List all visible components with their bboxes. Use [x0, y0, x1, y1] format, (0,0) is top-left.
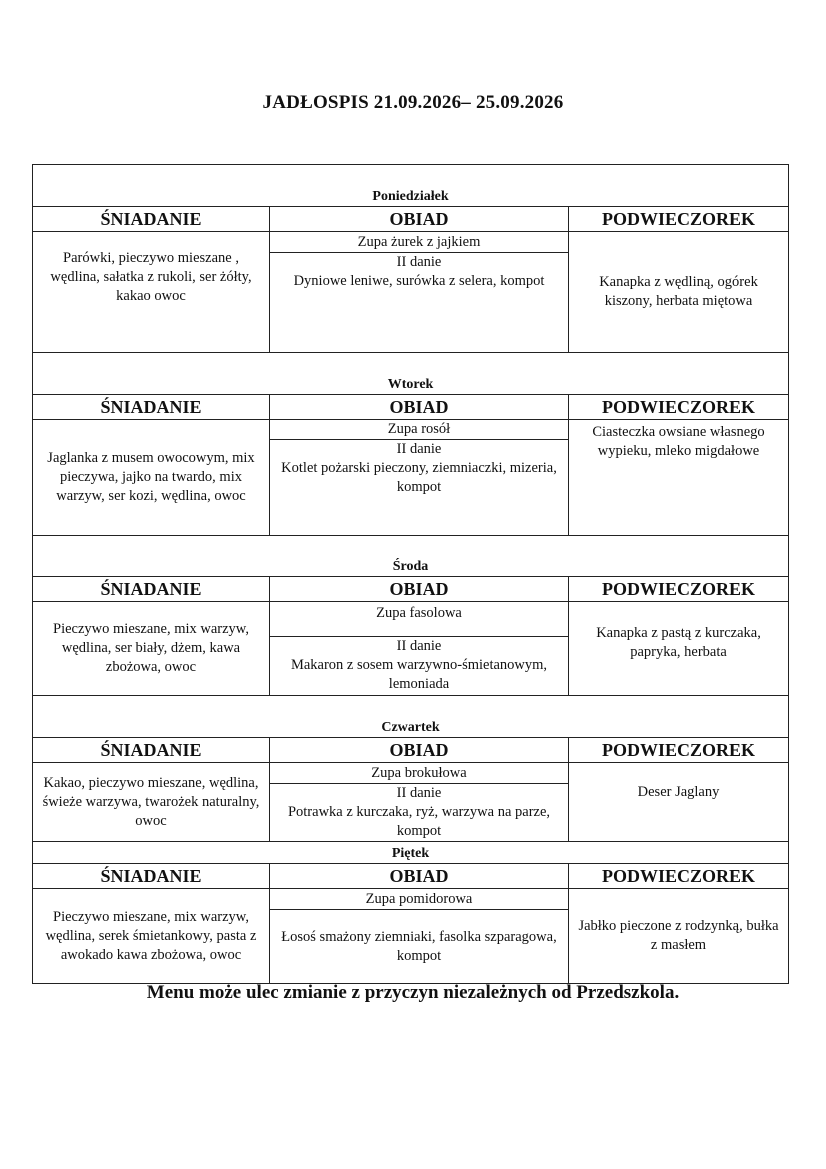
snack-header: PODWIECZOREK: [569, 864, 789, 889]
day-name: Czwartek: [33, 696, 789, 738]
lunch-header: OBIAD: [270, 577, 569, 602]
snack-cell: [569, 602, 789, 696]
main-course-text: Kotlet pożarski pieczony, ziemniaczki, mizeria, kompot: [281, 460, 557, 495]
soup-cell: Zupa fasolowa: [270, 602, 569, 637]
breakfast-header: ŚNIADANIE: [33, 738, 270, 763]
soup-cell: Zupa żurek z jajkiem: [270, 232, 569, 253]
main-course-text: Makaron z sosem warzywno-śmietanowym, lemoniada: [290, 657, 548, 692]
snack-text: Kanapka z wędliną, ogórek kiszony, herbata miętowa: [599, 274, 758, 309]
page-title: JADŁOSPIS 21.09.2026– 25.09.2026: [262, 92, 564, 113]
snack-text: Deser Jaglany: [637, 784, 720, 800]
breakfast-cell: [33, 232, 270, 353]
snack-header: PODWIECZOREK: [569, 738, 789, 763]
main-course-cell: [270, 637, 569, 696]
breakfast-text: Kakao, pieczywo mieszane, wędlina, świeże warzywa, twarożek naturalny, owoc: [42, 774, 260, 829]
day-name: Piętek: [33, 842, 789, 864]
menu-table: [32, 164, 789, 984]
snack-text: Kanapka z pastą z kurczaka, papryka, herbata: [596, 625, 761, 660]
second-course-label: II danie: [396, 441, 442, 457]
breakfast-header: ŚNIADANIE: [33, 395, 270, 420]
day-name: Poniedziałek: [33, 165, 789, 207]
day-name: Wtorek: [33, 353, 789, 395]
snack-header: PODWIECZOREK: [569, 577, 789, 602]
lunch-header: OBIAD: [270, 864, 569, 889]
footer-note: Menu może ulec zmianie z przyczyn niezależnych od Przedszkola.: [146, 982, 680, 1003]
main-course-cell: [270, 784, 569, 842]
lunch-header: OBIAD: [270, 738, 569, 763]
main-course-cell: [270, 440, 569, 536]
breakfast-text: Jaglanka z musem owocowym, mix pieczywa, jajko na twardo, mix warzyw, ser kozi, wędlina, owoc: [47, 450, 255, 504]
day-name: Środa: [33, 536, 789, 577]
second-course-label: II danie: [396, 254, 442, 270]
second-course-label: II danie: [396, 638, 442, 654]
soup-cell: Zupa brokułowa: [270, 763, 569, 784]
breakfast-header: ŚNIADANIE: [33, 864, 270, 889]
breakfast-cell: [33, 420, 270, 536]
lunch-header: OBIAD: [270, 395, 569, 420]
snack-cell: [569, 889, 789, 984]
breakfast-text: Pieczywo mieszane, mix warzyw, wędlina, ser biały, dżem, kawa zbożowa, owoc: [53, 621, 249, 675]
snack-header: PODWIECZOREK: [569, 207, 789, 232]
breakfast-text: Pieczywo mieszane, mix warzyw, wędlina, serek śmietankowy, pasta z awokado kawa zbożowa, owoc: [45, 908, 257, 963]
soup-cell: Zupa rosół: [270, 420, 569, 440]
snack-cell: [569, 232, 789, 353]
snack-header: PODWIECZOREK: [569, 395, 789, 420]
breakfast-cell: [33, 889, 270, 984]
breakfast-header: ŚNIADANIE: [33, 577, 270, 602]
main-course-cell: [270, 253, 569, 353]
soup-cell: Zupa pomidorowa: [270, 889, 569, 910]
snack-cell: [569, 763, 789, 842]
breakfast-text: Parówki, pieczywo mieszane , wędlina, sałatka z rukoli, ser żółty, kakao owoc: [50, 250, 252, 304]
snack-text: Jabłko pieczone z rodzynką, bułka z masłem: [578, 918, 779, 953]
main-course-text: Łosoś smażony ziemniaki, fasolka szparagowa, kompot: [281, 928, 557, 964]
snack-cell: [569, 420, 789, 536]
snack-text: Ciasteczka owsiane własnego wypieku, mleko migdałowe: [592, 424, 765, 459]
main-course-text: Potrawka z kurczaka, ryż, warzywa na parze, kompot: [287, 804, 551, 839]
main-course-text: Dyniowe leniwe, surówka z selera, kompot: [293, 273, 545, 289]
second-course-label: II danie: [396, 785, 442, 801]
breakfast-cell: [33, 763, 270, 842]
lunch-header: OBIAD: [270, 207, 569, 232]
breakfast-header: ŚNIADANIE: [33, 207, 270, 232]
breakfast-cell: [33, 602, 270, 696]
main-course-cell: [270, 910, 569, 984]
